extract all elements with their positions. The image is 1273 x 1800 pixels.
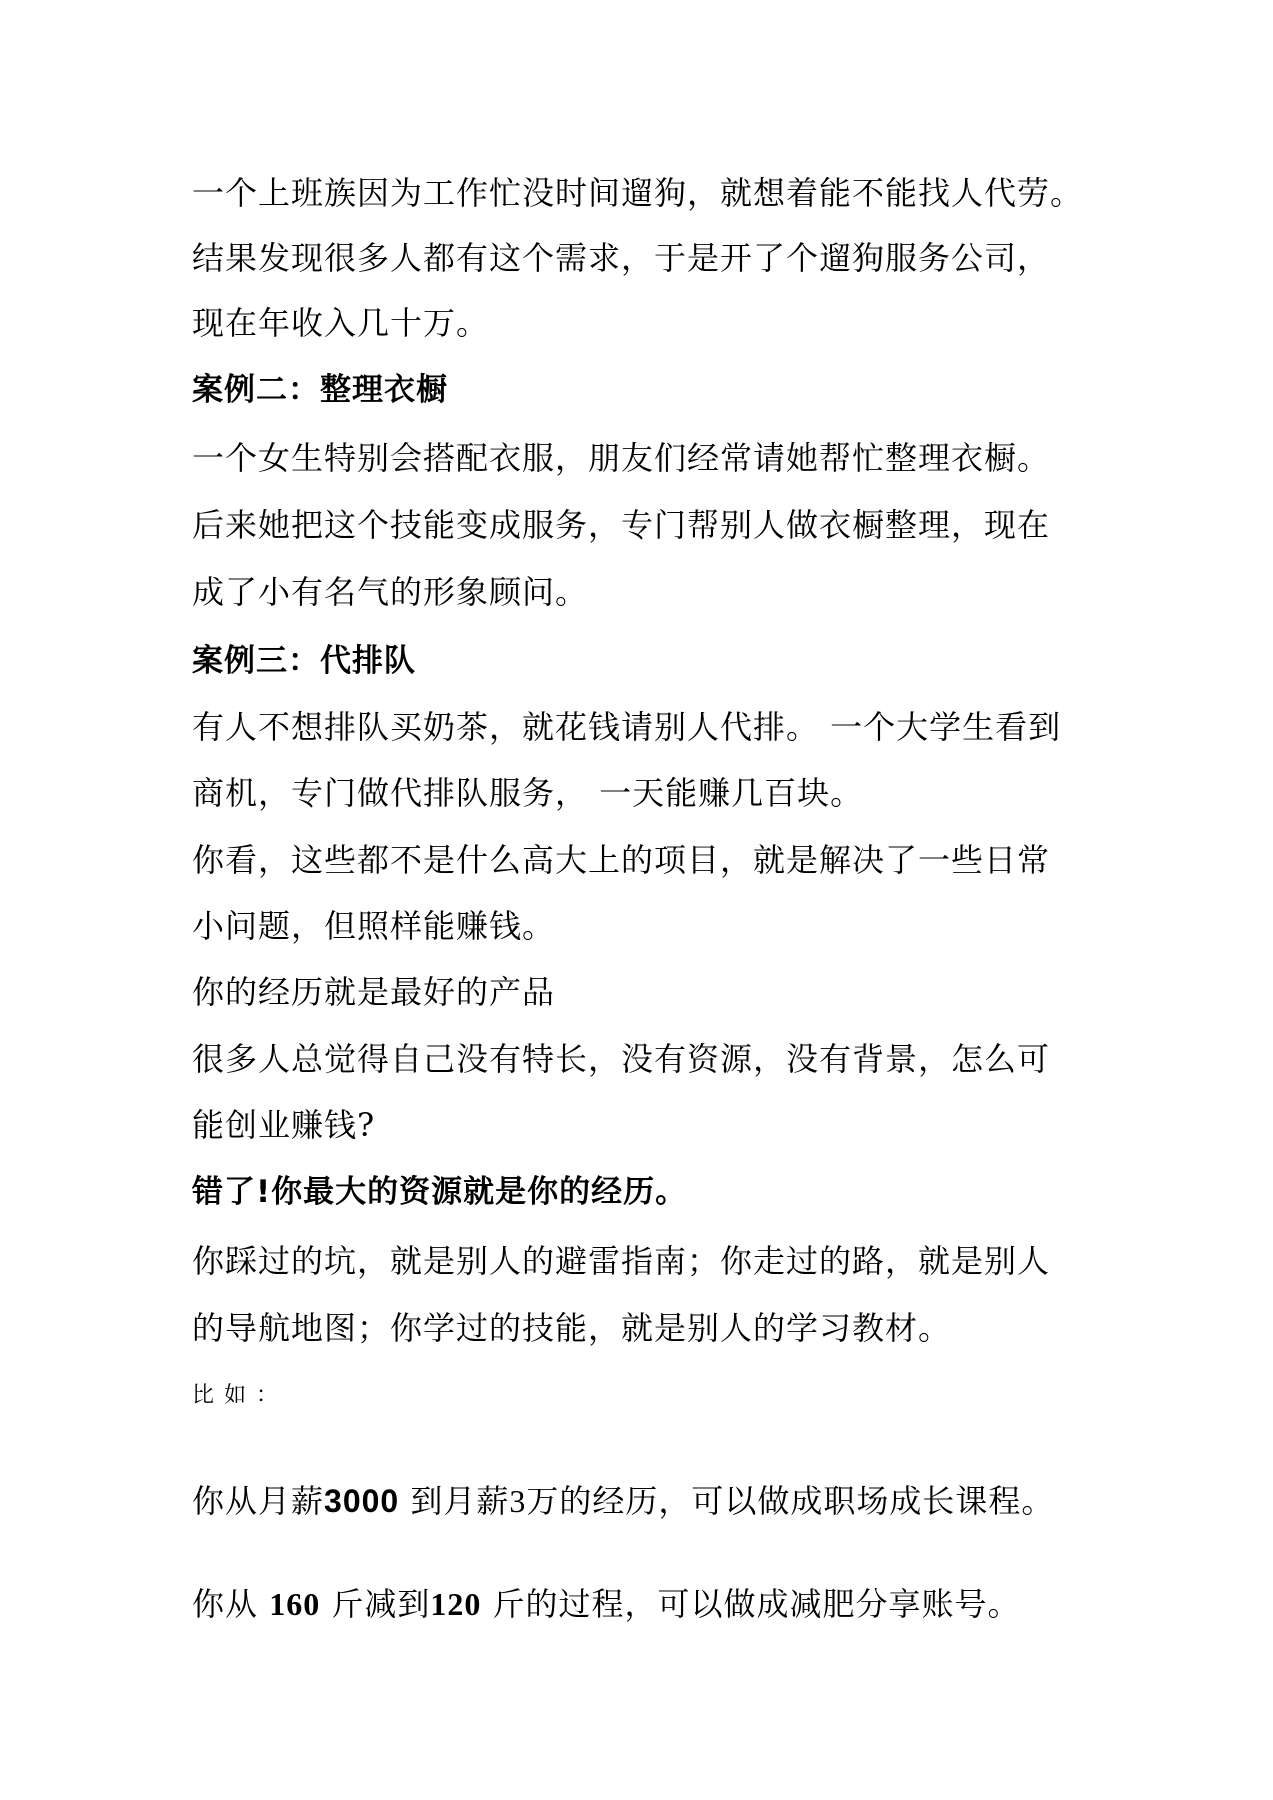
paragraph-line: 结果发现很多人都有这个需求，于是开了个遛狗服务公司， — [192, 239, 1051, 277]
paragraph-line: 一个女生特别会搭配衣服，朋友们经常请她帮忙整理衣橱。 — [192, 439, 1051, 477]
paragraph-line: 小问题，但照样能赚钱。 — [192, 907, 556, 945]
example-text: 斤的过程，可以做成减肥分享账号。 — [481, 1585, 1021, 1623]
paragraph-line: 有人不想排队买奶茶，就花钱请别人代排。 一个大学生看到 — [192, 708, 1062, 746]
example-text: 你从 — [192, 1585, 270, 1623]
emphasis-statement: 错了!你最大的资源就是你的经历。 — [192, 1174, 688, 1210]
example-label: 比如： — [192, 1383, 289, 1408]
paragraph-line: 你踩过的坑，就是别人的避雷指南；你走过的路，就是别人 — [192, 1242, 1051, 1280]
paragraph-line: 你看，这些都不是什么高大上的项目，就是解决了一些日常 — [192, 841, 1051, 879]
paragraph-line: 能创业赚钱? — [192, 1106, 376, 1144]
example-number: 3000 — [324, 1483, 400, 1519]
paragraph-line: 一个上班族因为工作忙没时间遛狗，就想着能不能找人代劳。 — [192, 174, 1084, 212]
case-three-heading: 案例三：代排队 — [192, 643, 416, 679]
example-text: 斤减到 — [320, 1585, 431, 1623]
example-number: 3 — [509, 1483, 527, 1519]
case-two-heading: 案例二：整理衣橱 — [192, 372, 448, 408]
example-text: 万的经历，可以做成职场成长课程。 — [526, 1482, 1055, 1520]
example-text: 到月薪 — [399, 1482, 510, 1520]
example-number: 160 — [269, 1586, 321, 1622]
example-line-weight — [192, 1584, 1021, 1624]
paragraph-line: 的导航地图；你学过的技能，就是别人的学习教材。 — [192, 1309, 952, 1347]
paragraph-line: 现在年收入几十万。 — [192, 304, 490, 342]
example-text: 你从月薪 — [192, 1482, 325, 1520]
paragraph-line: 后来她把这个技能变成服务，专门帮别人做衣橱整理，现在 — [192, 506, 1051, 544]
example-line-salary — [192, 1481, 1054, 1521]
section-title: 你的经历就是最好的产品 — [192, 973, 556, 1011]
example-number: 120 — [430, 1586, 482, 1622]
paragraph-line: 商机，专门做代排队服务， 一天能赚几百块。 — [192, 774, 864, 812]
paragraph-line: 很多人总觉得自己没有特长，没有资源，没有背景，怎么可 — [192, 1040, 1051, 1078]
paragraph-line: 成了小有名气的形象顾问。 — [192, 573, 589, 611]
